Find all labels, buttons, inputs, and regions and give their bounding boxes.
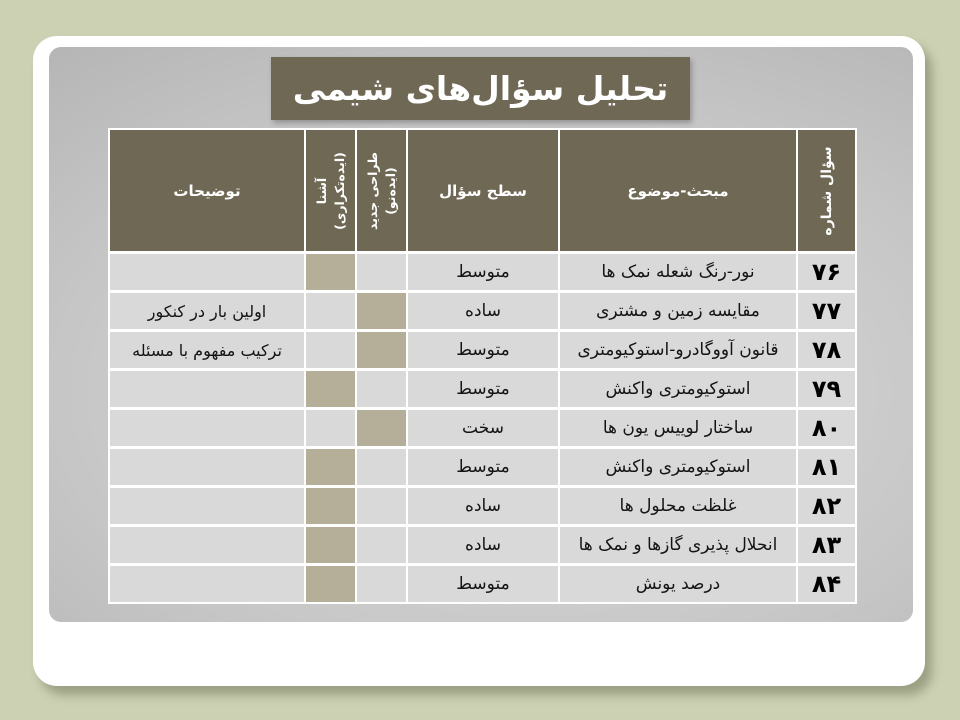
level-cell: متوسط xyxy=(408,254,558,290)
level-cell: متوسط xyxy=(408,449,558,485)
header-familiar xyxy=(306,130,355,251)
question-number: ۷۸ xyxy=(798,332,855,368)
slide-title-banner xyxy=(271,57,690,120)
level-cell: ساده xyxy=(408,293,558,329)
level-cell: سخت xyxy=(408,410,558,446)
familiar-mark-cell xyxy=(306,449,355,485)
familiar-mark-cell xyxy=(306,488,355,524)
new-design-mark-cell xyxy=(357,293,406,329)
note-cell xyxy=(110,254,304,290)
note-cell: ترکیب مفهوم با مسئله xyxy=(110,332,304,368)
note-cell xyxy=(110,371,304,407)
familiar-mark-cell xyxy=(306,566,355,602)
question-number: ۷۶ xyxy=(798,254,855,290)
level-cell: ساده xyxy=(408,488,558,524)
new-design-mark-cell xyxy=(357,410,406,446)
level-cell: متوسط xyxy=(408,566,558,602)
level-cell: متوسط xyxy=(408,371,558,407)
new-design-mark-cell xyxy=(357,332,406,368)
new-design-mark-cell xyxy=(357,371,406,407)
level-cell: ساده xyxy=(408,527,558,563)
header-question-number xyxy=(798,130,855,251)
note-cell xyxy=(110,488,304,524)
topic-cell: استوکیومتری واکنش xyxy=(560,449,796,485)
familiar-mark-cell xyxy=(306,332,355,368)
new-design-mark-cell xyxy=(357,449,406,485)
familiar-mark-cell xyxy=(306,527,355,563)
familiar-mark-cell xyxy=(306,410,355,446)
topic-cell: مقایسه زمین و مشتری xyxy=(560,293,796,329)
header-level: سطح سؤال xyxy=(408,130,558,251)
question-number: ۸۴ xyxy=(798,566,855,602)
new-design-mark-cell xyxy=(357,488,406,524)
new-design-mark-cell xyxy=(357,254,406,290)
topic-cell: استوکیومتری واکنش xyxy=(560,371,796,407)
note-cell xyxy=(110,527,304,563)
question-number: ۷۹ xyxy=(798,371,855,407)
familiar-mark-cell xyxy=(306,254,355,290)
question-number: ۸۳ xyxy=(798,527,855,563)
topic-cell: انحلال پذیری گازها و نمک ها xyxy=(560,527,796,563)
header-question-number-label: سؤال شماره xyxy=(818,145,835,236)
familiar-mark-cell xyxy=(306,371,355,407)
question-number: ۷۷ xyxy=(798,293,855,329)
note-cell xyxy=(110,449,304,485)
note-cell xyxy=(110,410,304,446)
familiar-mark-cell xyxy=(306,293,355,329)
question-number: ۸۰ xyxy=(798,410,855,446)
slide-title: تحلیل سؤال‌های شیمی xyxy=(292,69,669,108)
question-number: ۸۲ xyxy=(798,488,855,524)
level-cell: متوسط xyxy=(408,332,558,368)
note-cell: اولین بار در کنکور xyxy=(110,293,304,329)
header-familiar-label: آشنا (ایده‌تکراری) xyxy=(313,151,347,230)
header-notes: توضیحات xyxy=(110,130,304,251)
topic-cell: درصد یونش xyxy=(560,566,796,602)
new-design-mark-cell xyxy=(357,527,406,563)
topic-cell: غلظت محلول ها xyxy=(560,488,796,524)
topic-cell: قانون آووگادرو-استوکیومتری xyxy=(560,332,796,368)
note-cell xyxy=(110,566,304,602)
question-analysis-table xyxy=(108,128,857,604)
question-number: ۸۱ xyxy=(798,449,855,485)
header-topic: مبحث-موضوع xyxy=(560,130,796,251)
topic-cell: نور-رنگ شعله نمک ها xyxy=(560,254,796,290)
header-new-design xyxy=(357,130,406,251)
header-new-design-label: طراحی جدید (ایده‌نو) xyxy=(364,151,398,230)
new-design-mark-cell xyxy=(357,566,406,602)
topic-cell: ساختار لوییس یون ها xyxy=(560,410,796,446)
